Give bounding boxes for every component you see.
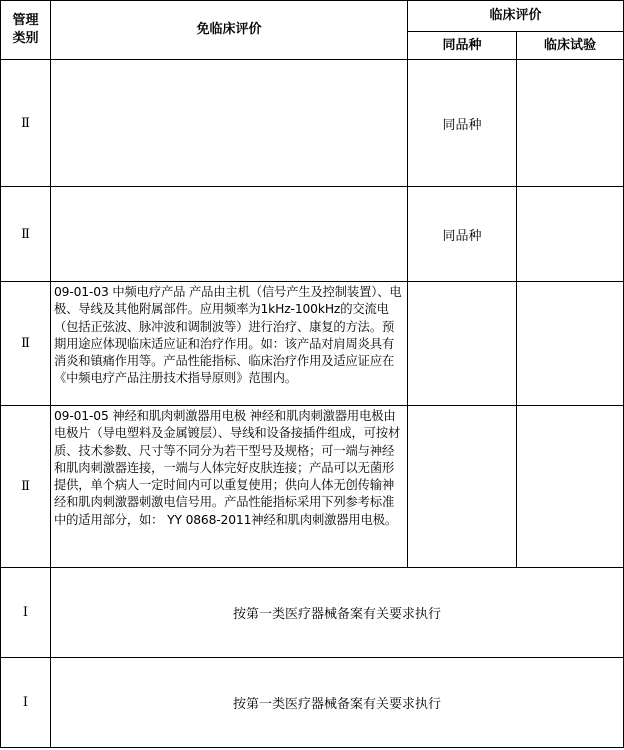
mgmt-class-cell: Ⅰ (1, 568, 51, 658)
description-cell (51, 60, 408, 187)
same-variety-cell (408, 406, 517, 568)
table-row (1, 568, 624, 658)
mgmt-class-cell: Ⅰ (1, 658, 51, 748)
table-row (1, 406, 624, 568)
same-variety-cell: 同品种 (408, 60, 517, 187)
mgmt-class-cell: Ⅱ (1, 60, 51, 187)
mgmt-class-cell: Ⅱ (1, 406, 51, 568)
same-variety-cell (408, 282, 517, 406)
table-row (1, 282, 624, 406)
table-row (1, 658, 624, 748)
header-mgmt-class: 管理 类别 (1, 1, 51, 60)
clinical-trial-cell (517, 187, 624, 282)
header-clinical-evaluation: 临床评价 (408, 1, 624, 32)
filing-requirement-cell: 按第一类医疗器械备案有关要求执行 (51, 658, 624, 748)
table-row (1, 187, 624, 282)
header-clinical-trial: 临床试验 (517, 32, 624, 60)
mgmt-class-cell: Ⅱ (1, 282, 51, 406)
header-row (1, 1, 624, 32)
header-same-variety: 同品种 (408, 32, 517, 60)
description-cell: 09-01-05 神经和肌肉刺激器用电极 神经和肌肉刺激器用电极由电极片（导电塑料及金属镀层）、导线和设备接插件组成，可按材质、技术参数、尺寸等不同分为若干型号及规格；可一端与神经和肌肉刺激器连接，一端与人体完好皮肤连接；产品可以无菌形提供，单个病人一定时间内可以重复使用；供向人体无创传输神经和肌肉刺激器刺激电信号用。产品性能指标采用下列参考标准中的适用部分，如： YY 0868-2011神经和肌肉刺激器用电极。 (51, 406, 408, 568)
description-cell (51, 187, 408, 282)
header-exempt-evaluation: 免临床评价 (51, 1, 408, 60)
mgmt-class-cell: Ⅱ (1, 187, 51, 282)
description-cell: 09-01-03 中频电疗产品 产品由主机（信号产生及控制装置）、电极、导线及其他附属部件。应用频率为1kHz-100kHz的交流电（包括正弦波、脉冲波和调制波等）进行治疗、康复的方法。预期用途应体现临床适应证和治疗作用。如：该产品对肩周炎具有消炎和镇痛作用等。产品性能指标、临床治疗作用及适应证应在《中频电疗产品注册技术指导原则》范围内。 (51, 282, 408, 406)
clinical-trial-cell (517, 60, 624, 187)
same-variety-cell: 同品种 (408, 187, 517, 282)
clinical-trial-cell (517, 282, 624, 406)
clinical-trial-cell (517, 406, 624, 568)
table-row (1, 60, 624, 187)
filing-requirement-cell: 按第一类医疗器械备案有关要求执行 (51, 568, 624, 658)
